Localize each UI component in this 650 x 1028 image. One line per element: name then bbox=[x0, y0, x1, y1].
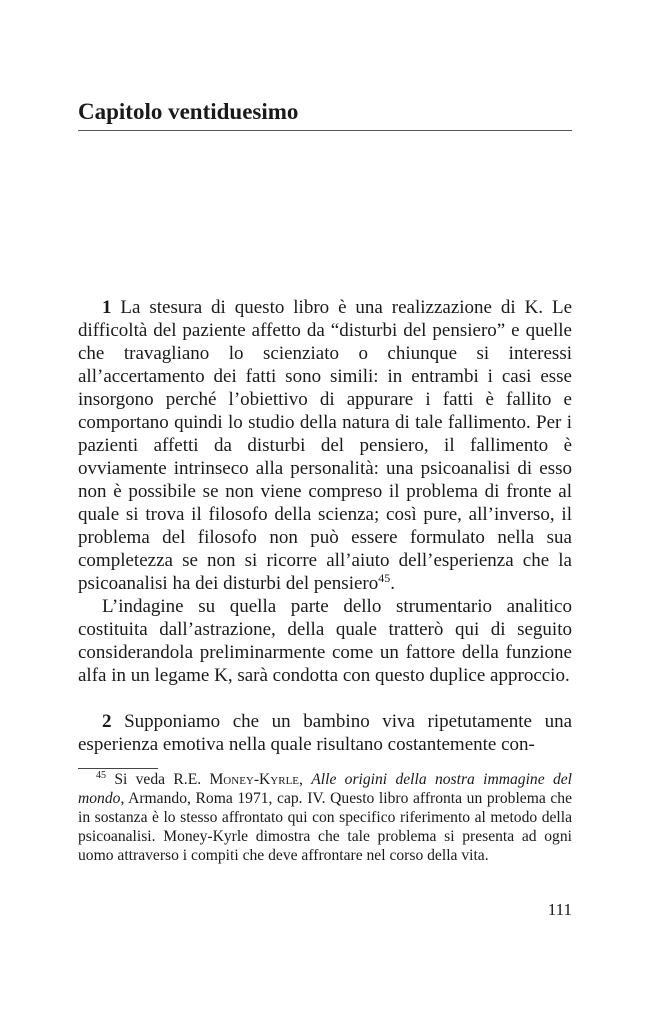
paragraph-1-text: La stesura di questo libro è una realizzazione di K. Le difficoltà del paziente affetto da “disturbi del pensiero” e quelle che travagliano lo scienziato o chiunque si interessi all’accertamento dei fatti sono simili: in entrambi i casi esse insorgono perché l’obiettivo di appurare i fatti è fallito e comportano quindi lo studio della natura di tale fallimento. Per i pazienti affetti da disturbi del pensiero, il fallimento è ovviamente intrinseco alla personalità: una psicoanalisi di esso non è possibile se non viene compreso il problema di fronte al quale si trova il filosofo della scienza; così pure, all’inverso, il problema del filosofo non può essere formulato nella sua completezza se non si ricorre all’aiuto dell’esperienza che la psicoanalisi ha dei disturbi del pensiero bbox=[78, 297, 572, 594]
footnote-ref-45: 45 bbox=[378, 571, 391, 585]
paragraph-3-text: Supponiamo che un bambino viva ripetutamente una esperienza emotiva nella quale risultano costantemente con- bbox=[78, 711, 572, 755]
page-number: 111 bbox=[547, 900, 572, 919]
paragraph-1-end: . bbox=[390, 573, 395, 594]
body-text bbox=[78, 296, 572, 756]
paragraph-2-text: L’indagine su quella parte dello strumentario analitico costituita dall’astrazione, della quale tratterò qui di seguito considerandola preliminarmente come un fattore della funzione alfa in un legame K, sarà condotta con questo duplice approccio. bbox=[78, 596, 572, 686]
section-number-2: 2 bbox=[102, 711, 112, 732]
paragraph-1 bbox=[78, 296, 572, 595]
footnote-sep: , bbox=[299, 771, 312, 788]
footnote-book-title: Alle origini della nostra immagine del mondo bbox=[78, 771, 572, 807]
title-rule bbox=[78, 130, 572, 131]
footnote-rule bbox=[78, 768, 158, 769]
section-number-1: 1 bbox=[102, 297, 112, 318]
paragraph-3 bbox=[78, 710, 572, 756]
chapter-title: Capitolo ventiduesimo bbox=[78, 99, 299, 124]
footnote-45 bbox=[78, 770, 572, 865]
paragraph-2 bbox=[78, 595, 572, 687]
footnote-number: 45 bbox=[96, 770, 106, 781]
footnote-author: Money-Kyrle bbox=[209, 771, 300, 788]
footnote-rest: , Armando, Roma 1971, cap. IV. Questo libro affronta un problema che in sostanza è lo stesso affrontato qui con specifico riferimento al metodo della psicoanalisi. Money-Kyrle dimostra che tale problema si presenta ad ogni uomo attraverso i compiti che deve affrontare nel corso della vita. bbox=[78, 790, 572, 864]
footnote-lead: Si veda R.E. bbox=[106, 771, 210, 788]
